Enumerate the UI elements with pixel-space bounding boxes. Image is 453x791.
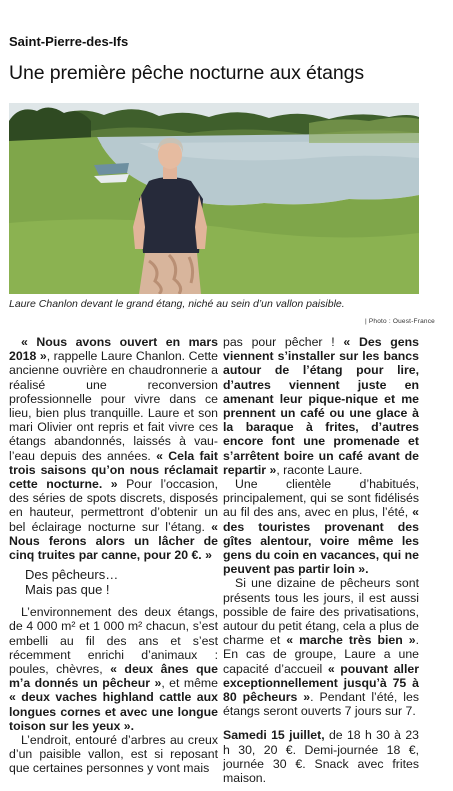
quote: « Nous ferons alors un lâcher de cinq truites par canne, pour 20 €. » bbox=[9, 519, 218, 563]
text: L’environnement des deux étangs, de 4 000 m² et 1 000 m² chacun, s’est embelli au fil des ans et s’est récemment enrichi d’animaux : poules, chèvres, bbox=[9, 605, 218, 677]
paragraph bbox=[223, 576, 419, 718]
paragraph bbox=[9, 335, 218, 562]
article-headline: Une première pêche nocturne aux étangs bbox=[9, 62, 365, 84]
quote: « deux ânes que m’a donnés un pêcheur » bbox=[9, 662, 218, 691]
photo-illustration bbox=[9, 103, 419, 294]
article-column-1 bbox=[9, 335, 218, 776]
subhead-line: Mais pas que ! bbox=[25, 582, 110, 598]
paragraph bbox=[9, 605, 218, 733]
paragraph bbox=[223, 335, 419, 477]
photo-caption: Laure Chanlon devant le grand étang, niché au sein d’un vallon paisible. bbox=[9, 298, 345, 310]
article-subhead bbox=[25, 567, 218, 597]
photo-credit: | Photo : Ouest-France bbox=[364, 318, 435, 325]
article-photo bbox=[9, 103, 419, 294]
quote: « Nous avons ouvert en mars 2018 » bbox=[9, 335, 218, 364]
quote: « marche très bien » bbox=[286, 633, 416, 648]
quote: « pouvant aller exceptionnellement jusqu’à 75 à 80 pêcheurs » bbox=[223, 661, 419, 705]
article-column-2 bbox=[223, 335, 419, 785]
paragraph bbox=[223, 477, 419, 576]
text: Pour l’occasion, des séries de spots discrets, disposés en hauteur, permettront d’obtenir un bel éclairage nocturne sur l’étang. bbox=[9, 477, 218, 534]
text: de 18 h 30 à 23 h 30, 20 €. Demi-journée 18 €, journée 30 €. Snack avec frites maison. bbox=[223, 728, 420, 786]
paragraph bbox=[9, 733, 218, 776]
text: . Pendant l’été, les étangs seront ouverts 7 jours sur 7. bbox=[223, 690, 419, 719]
quote: « Cela fait trois saisons qu’on nous réclamait cette nocturne. » bbox=[9, 448, 218, 492]
article-kicker: Saint-Pierre-des-Ifs bbox=[9, 34, 129, 49]
text: pas pour pêcher ! bbox=[223, 335, 344, 349]
event-date: Samedi 15 juillet, bbox=[223, 728, 325, 743]
text: , rappelle Laure Chanlon. Cette ancienne ouvrière en chaudronnerie a réalisé une reconversion professionnelle pour vivre dans ce lieu, bien plus tranquille. Laure et son mari Olivier ont repris et fait vivre ces étangs abandonnés, laissés à vau-l’eau depuis des années. bbox=[9, 349, 218, 463]
quote: « deux vaches highland cattle aux longues cornes et avec une longue toison sur les yeux ». bbox=[9, 690, 218, 733]
text: L’endroit, entouré d’arbres au creux d’un paisible vallon, est si reposant que certaines personnes y vont mais bbox=[9, 733, 218, 776]
quote: « Des gens viennent s’installer sur les bancs autour de l’étang pour lire, d’autres viennent juste en amenant leur pique-nique et me prennent un café ou une glace à la baraque à frites, d’autres encore font une promenade et s’arrêtent boire un café avant de repartir » bbox=[223, 335, 419, 477]
text: , raconte Laure. bbox=[276, 462, 363, 477]
text: . En cas de groupe, Laure a une capacité d’accueil bbox=[223, 633, 419, 676]
text: Si une dizaine de pêcheurs sont présents tous les jours, il est aussi possible de faire des privatisations, autour du petit étang, cela a plus de charme et bbox=[223, 576, 419, 648]
quote: « des touristes provenant des gîtes alentour, voire même les gens du coin en vacances, qui ne peuvent pas partir loin ». bbox=[223, 505, 419, 577]
text: , et même bbox=[161, 676, 218, 691]
paragraph-practical-info bbox=[223, 728, 419, 785]
text: Une clientèle d’habitués, principalement, qui se sont fidélisés au fil des ans, avec en plus, l’été, bbox=[223, 477, 419, 520]
subhead-line: Des pêcheurs… bbox=[25, 567, 119, 583]
